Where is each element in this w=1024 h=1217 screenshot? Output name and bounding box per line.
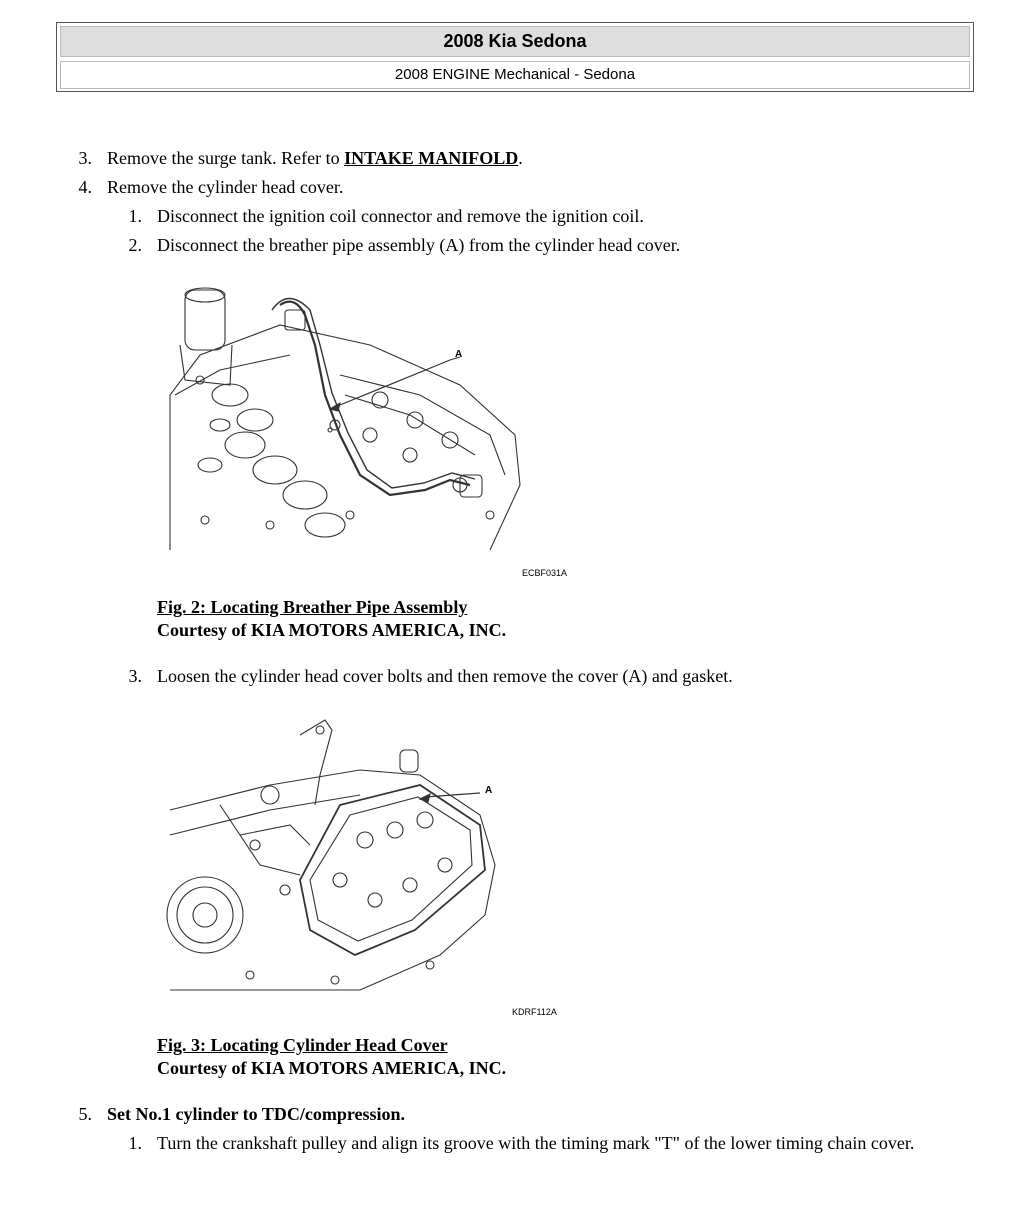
- step-text: Remove the surge tank. Refer to: [107, 148, 345, 168]
- document-header: [56, 22, 974, 92]
- step-text: Turn the crankshaft pulley and align its groove with the timing mark "T" of the lower timing chain cover.: [157, 1133, 915, 1153]
- figure-3-courtesy: Courtesy of KIA MOTORS AMERICA, INC.: [157, 1058, 507, 1078]
- step-number: 2.: [128, 235, 142, 255]
- step-number: 4.: [78, 177, 92, 197]
- document-subtitle: 2008 ENGINE Mechanical - Sedona: [60, 61, 970, 89]
- cylinder-head-cover-figure: [160, 715, 520, 1000]
- figure-2-courtesy: Courtesy of KIA MOTORS AMERICA, INC.: [157, 620, 507, 640]
- callout-a-label: A: [485, 785, 493, 796]
- step-number: 5.: [78, 1104, 92, 1124]
- step-number: 3.: [128, 666, 142, 686]
- step-text: Loosen the cylinder head cover bolts and then remove the cover (A) and gasket.: [157, 666, 733, 686]
- figure-3-caption: Fig. 3: Locating Cylinder Head Cover: [157, 1035, 448, 1055]
- intake-manifold-link[interactable]: INTAKE MANIFOLD: [344, 148, 519, 168]
- step-number: 1.: [128, 1133, 142, 1153]
- figure-code: KDRF112A: [512, 1007, 557, 1017]
- figure-2-caption: Fig. 2: Locating Breather Pipe Assembly: [157, 597, 468, 617]
- figure-code: ECBF031A: [522, 568, 568, 578]
- breather-pipe-figure: [160, 285, 530, 560]
- step-text: Remove the cylinder head cover.: [107, 177, 344, 197]
- callout-a-label: A: [455, 349, 463, 360]
- step-punct: .: [518, 148, 523, 168]
- step-number: 1.: [128, 206, 142, 226]
- document-title: 2008 Kia Sedona: [60, 26, 970, 57]
- step-number: 3.: [78, 148, 92, 168]
- step-text: Set No.1 cylinder to TDC/compression.: [107, 1104, 406, 1124]
- step-text: Disconnect the breather pipe assembly (A) from the cylinder head cover.: [157, 235, 681, 255]
- step-text: Disconnect the ignition coil connector and remove the ignition coil.: [157, 206, 644, 226]
